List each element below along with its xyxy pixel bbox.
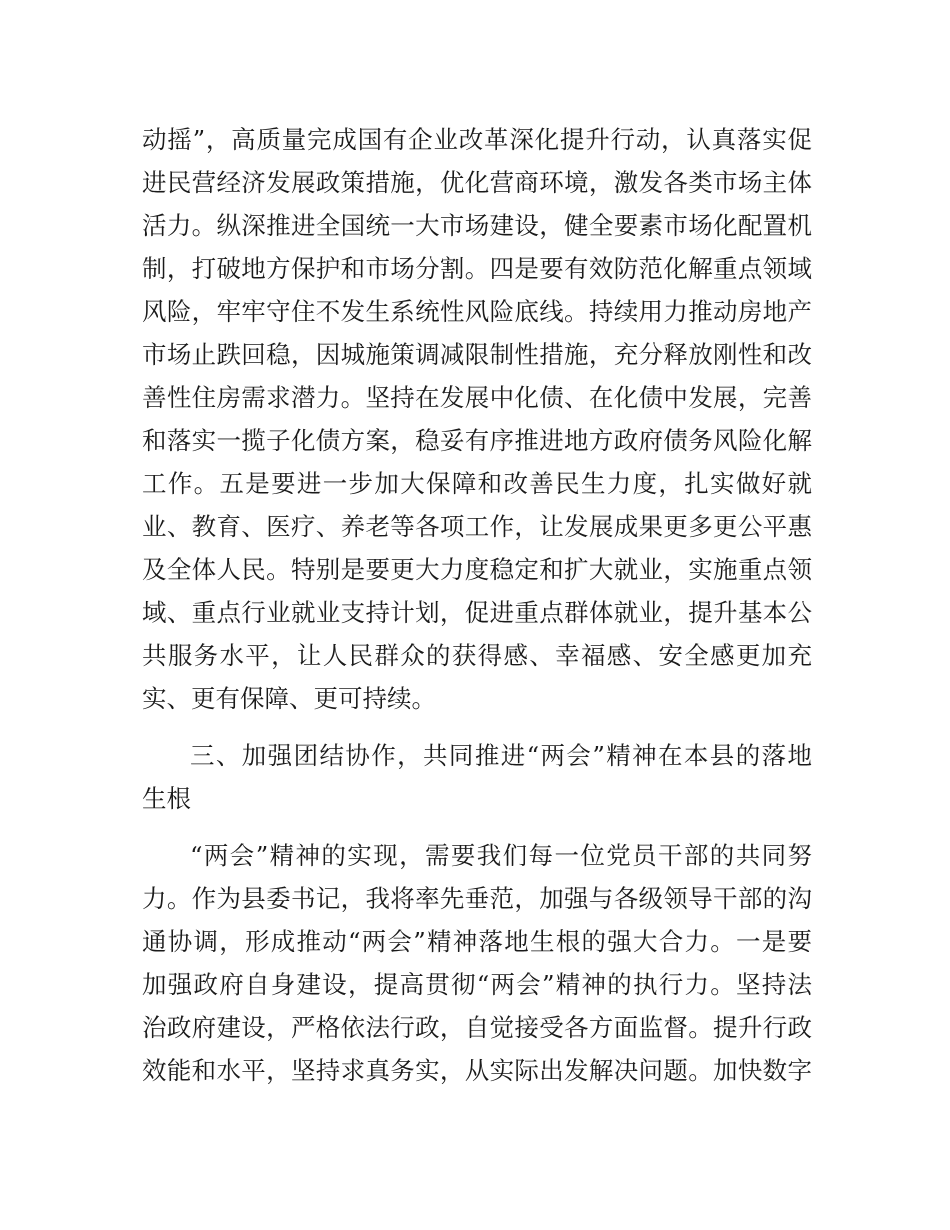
- text-line: “两会”精神的实现，需要我们每一位党员干部的共同努: [190, 841, 812, 870]
- text-line: 域、重点行业就业支持计划，促进重点群体就业，提升基本公: [142, 598, 812, 627]
- text-line: 业、教育、医疗、养老等各项工作，让发展成果更多更公平惠: [142, 512, 812, 541]
- text-line: 动摇”，高质量完成国有企业改革深化提升行动，认真落实促: [142, 125, 812, 154]
- text-line: 力。作为县委书记，我将率先垂范，加强与各级领导干部的沟: [142, 884, 812, 913]
- heading-line: 三、加强团结协作，共同推进“两会”精神在本县的落地: [190, 741, 812, 770]
- text-line: 善性住房需求潜力。坚持在发展中化债、在化债中发展，完善: [142, 383, 812, 412]
- text-line: 风险，牢牢守住不发生系统性风险底线。持续用力推动房地产: [142, 297, 812, 326]
- text-line: 活力。纵深推进全国统一大市场建设，健全要素市场化配置机: [142, 211, 812, 240]
- text-line: 实、更有保障、更可持续。: [142, 684, 436, 713]
- text-line: 及全体人民。特别是要更大力度稳定和扩大就业，实施重点领: [142, 555, 812, 584]
- text-line: 制，打破地方保护和市场分割。四是要有效防范化解重点领域: [142, 254, 812, 283]
- text-line: 通协调，形成推动“两会”精神落地生根的强大合力。一是要: [142, 927, 812, 956]
- text-line: 加强政府自身建设，提高贯彻“两会”精神的执行力。坚持法: [142, 970, 812, 999]
- text-line: 共服务水平，让人民群众的获得感、幸福感、安全感更加充: [142, 641, 812, 670]
- text-line: 市场止跌回稳，因城施策调减限制性措施，充分释放刚性和改: [142, 340, 812, 369]
- text-line: 治政府建设，严格依法行政，自觉接受各方面监督。提升行政: [142, 1013, 812, 1042]
- text-line: 进民营经济发展政策措施，优化营商环境，激发各类市场主体: [142, 168, 812, 197]
- heading-line: 生根: [142, 784, 191, 813]
- text-line: 工作。五是要进一步加大保障和改善民生力度，扎实做好就: [142, 469, 812, 498]
- text-line: 和落实一揽子化债方案，稳妥有序推进地方政府债务风险化解: [142, 426, 812, 455]
- text-line: 效能和水平，坚持求真务实，从实际出发解决问题。加快数字: [142, 1056, 812, 1085]
